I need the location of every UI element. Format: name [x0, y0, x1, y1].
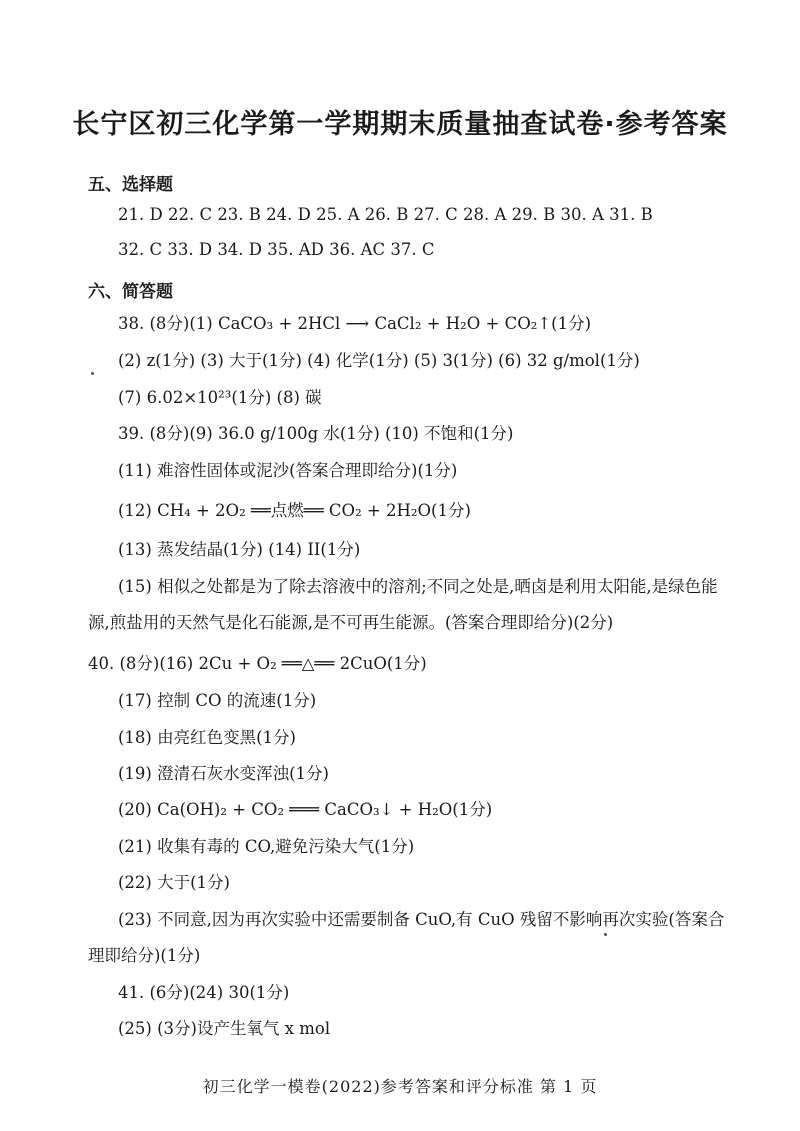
answer-line: (17) 控制 CO 的流速(1分) [118, 691, 317, 710]
answer-line: 理即给分)(1分) [88, 946, 201, 965]
answer-line: (7) 6.02×10²³(1分) (8) 碳 [118, 388, 322, 407]
answer-line: (12) CH₄ + 2O₂ ══点燃══ CO₂ + 2H₂O(1分) [118, 501, 471, 520]
answer-line: (21) 收集有毒的 CO,避免污染大气(1分) [118, 837, 415, 856]
page-title: 长宁区初三化学第一学期期末质量抽查试卷·参考答案 [72, 109, 728, 140]
answer-line: 40. (8分)(16) 2Cu + O₂ ══△══ 2CuO(1分) [88, 654, 427, 673]
section-heading-choice: 五、选择题 [88, 175, 173, 195]
answer-line: 38. (8分)(1) CaCO₃ + 2HCl ⟶ CaCl₂ + H₂O + CO₂↑(1分) [118, 314, 592, 333]
answer-line: (25) (3分)设产生氧气 x mol [118, 1019, 331, 1038]
answer-line: (22) 大于(1分) [118, 873, 230, 892]
answer-line: (20) Ca(OH)₂ + CO₂ ═══ CaCO₃↓ + H₂O(1分) [118, 800, 493, 819]
answer-line: (13) 蒸发结晶(1分) (14) II(1分) [118, 540, 361, 559]
answer-line: (2) z(1分) (3) 大于(1分) (4) 化学(1分) (5) 3(1分) (6) 32 g/mol(1分) [118, 351, 640, 370]
answer-line: 39. (8分)(9) 36.0 g/100g 水(1分) (10) 不饱和(1分) [118, 424, 514, 443]
answer-line: 21. D 22. C 23. B 24. D 25. A 26. B 27. C 28. A 29. B 30. A 31. B [118, 205, 653, 224]
answer-line: 源,煎盐用的天然气是化石能源,是不可再生能源。(答案合理即给分)(2分) [88, 613, 614, 632]
answer-line: (23) 不同意,因为再次实验中还需要制备 CuO,有 CuO 残留不影响再次实验(答案合 [118, 910, 725, 929]
page-footer: 初三化学一模卷(2022)参考答案和评分标准 第 1 页 [202, 1077, 598, 1096]
section-heading-short-answer: 六、简答题 [88, 282, 173, 302]
answer-line: (18) 由亮红色变黑(1分) [118, 728, 296, 747]
answer-line: (15) 相似之处都是为了除去溶液中的溶剂;不同之处是,晒卤是利用太阳能,是绿色能 [118, 577, 718, 596]
scan-speck [91, 372, 94, 375]
answer-line: 41. (6分)(24) 30(1分) [118, 983, 290, 1002]
answer-line: (11) 难溶性固体或泥沙(答案合理即给分)(1分) [118, 461, 458, 480]
answer-line: (19) 澄清石灰水变浑浊(1分) [118, 764, 329, 783]
scan-speck [604, 933, 607, 936]
answer-line: 32. C 33. D 34. D 35. AD 36. AC 37. C [118, 240, 435, 259]
